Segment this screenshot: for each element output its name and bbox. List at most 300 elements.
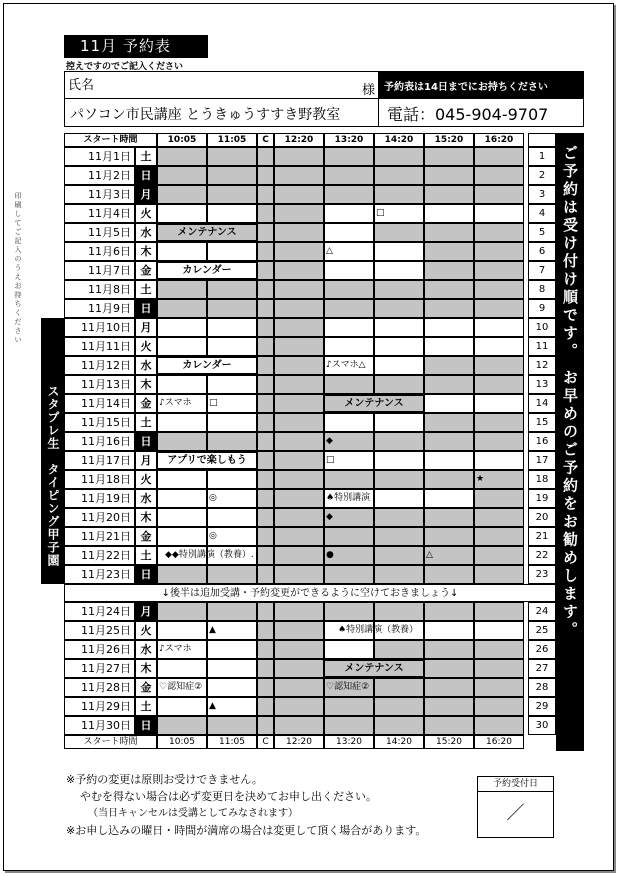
row-number: 2 [528,166,556,185]
weekday-cell: 金 [135,394,157,413]
date-cell: 11月24日 [64,602,135,621]
time-slot-cell[interactable] [474,337,524,356]
date-cell: 11月7日 [64,261,135,280]
time-slot-cell [474,678,524,697]
time-slot-cell [374,527,424,546]
time-slot-cell[interactable] [474,204,524,223]
side-label: スタプレ生 タイピング甲子園 [41,318,65,584]
time-slot-cell[interactable] [474,451,524,470]
event-maintenance[interactable]: メンテナンス [324,395,424,412]
weekday-cell: 日 [135,432,157,451]
time-slot-cell [324,565,374,584]
half-notice-banner: ↓後半は追加受講・予約変更ができるように空けておきましょう↓ [64,584,556,602]
event-dementia-class[interactable]: ♡認知症② [159,682,203,692]
time-slot-header: 15:20 [424,133,474,147]
time-slot-cell [257,223,274,242]
time-slot-cell[interactable] [207,337,257,356]
weekday-cell: 木 [135,242,157,261]
time-slot-cell [257,166,274,185]
row-number: 9 [528,299,556,318]
time-slot-cell [257,147,274,166]
time-slot-cell [257,375,274,394]
time-slot-cell [474,697,524,716]
event-special-lecture[interactable]: ♠特別講演（教養） [338,625,419,635]
row-number: 19 [528,489,556,508]
event-mark[interactable]: □ [209,398,218,408]
time-slot-cell [274,546,324,565]
event-mark[interactable]: ▲ [209,701,216,711]
weekday-cell: 月 [135,451,157,470]
time-slot-cell [324,527,374,546]
weekday-cell: 土 [135,413,157,432]
weekday-cell: 水 [135,640,157,659]
time-slot-cell [274,375,324,394]
time-slot-cell[interactable] [324,337,374,356]
row-number: 30 [528,716,556,735]
event-special-lecture[interactable]: ♠特別講演 [326,493,371,503]
note-line: やむを得ない場合は必ず変更日を決めてお申し出ください。 [80,790,377,803]
time-slot-cell[interactable] [207,242,257,261]
row-number: 20 [528,508,556,527]
time-slot-cell [274,640,324,659]
time-slot-cell [274,147,324,166]
time-slot-cell[interactable] [207,375,257,394]
event-mark[interactable]: ◎ [209,531,217,541]
time-slot-cell [424,299,474,318]
time-slot-cell[interactable] [157,318,207,337]
time-slot-cell[interactable] [424,621,474,640]
time-slot-cell[interactable] [157,337,207,356]
weekday-cell: 火 [135,204,157,223]
page-title: 11月 予約表 [64,35,208,58]
row-number: 8 [528,280,556,299]
row-number: 18 [528,470,556,489]
time-slot-cell [274,659,324,678]
event-maintenance[interactable]: メンテナンス [157,224,257,241]
time-slot-cell [474,166,524,185]
event-special-lecture[interactable]: ◆◆特別講演（教養）. [165,550,254,560]
time-slot-cell[interactable] [157,375,207,394]
time-slot-cell [474,432,524,451]
time-slot-cell [257,546,274,565]
time-slot-cell [474,508,524,527]
time-slot-cell [157,299,207,318]
time-slot-cell [274,716,324,735]
weekday-cell: 木 [135,508,157,527]
time-slot-cell [257,299,274,318]
time-slot-cell[interactable] [374,261,424,280]
deadline-notice: 予約表は14日までにお持ちください [378,71,584,99]
event-app-class[interactable]: アプリで楽しもう [157,452,257,469]
time-slot-cell [274,280,324,299]
time-slot-cell [374,375,424,394]
time-slot-cell [257,659,274,678]
time-slot-cell [424,356,474,375]
time-slot-cell[interactable] [374,337,424,356]
time-slot-cell [207,147,257,166]
time-slot-cell [374,640,424,659]
time-slot-cell [424,602,474,621]
event-mark[interactable]: ◎ [209,493,217,503]
right-message: ご予約は受け付け順です。 お早めのご予約をお勧めします。 [556,133,584,751]
time-slot-cell [257,413,274,432]
time-slot-cell [257,451,274,470]
time-slot-cell[interactable] [374,413,424,432]
row-number: 4 [528,204,556,223]
time-slot-cell [474,147,524,166]
time-slot-cell [324,470,374,489]
time-slot-cell [207,166,257,185]
date-cell: 11月26日 [64,640,135,659]
time-slot-cell [474,602,524,621]
row-number: 24 [528,602,556,621]
time-slot-cell[interactable] [157,470,207,489]
time-slot-header: 13:20 [324,133,374,147]
time-slot-cell [157,602,207,621]
time-slot-cell [424,659,474,678]
row-number: 10 [528,318,556,337]
date-cell: 11月27日 [64,659,135,678]
row-number: 17 [528,451,556,470]
date-cell: 11月21日 [64,527,135,546]
start-time-header: スタート時間 [64,133,157,147]
time-slot-cell [274,204,324,223]
time-slot-cell[interactable] [424,318,474,337]
date-cell: 11月3日 [64,185,135,204]
weekday-cell: 木 [135,375,157,394]
time-slot-cell [157,147,207,166]
time-slot-cell [474,489,524,508]
event-mark[interactable]: △ [326,246,333,256]
time-slot-footer: 16:20 [474,735,524,749]
weekday-cell: 日 [135,299,157,318]
time-slot-cell[interactable] [157,489,207,508]
time-slot-cell[interactable] [207,204,257,223]
time-slot-cell [424,527,474,546]
time-slot-cell [374,565,424,584]
weekday-cell: 金 [135,261,157,280]
time-slot-cell [424,413,474,432]
time-slot-cell[interactable] [207,318,257,337]
row-number: 7 [528,261,556,280]
time-slot-cell[interactable] [474,394,524,413]
time-slot-cell [274,337,324,356]
time-slot-cell [324,280,374,299]
date-cell: 11月5日 [64,223,135,242]
date-cell: 11月13日 [64,375,135,394]
time-slot-cell [424,678,474,697]
time-slot-cell[interactable] [207,413,257,432]
time-slot-cell [257,716,274,735]
row-number: 14 [528,394,556,413]
weekday-cell: 火 [135,621,157,640]
time-slot-cell[interactable] [374,318,424,337]
time-slot-header: 14:20 [374,133,424,147]
event-smartphone[interactable]: ♪スマホ [159,398,192,408]
row-number: 16 [528,432,556,451]
row-number: 13 [528,375,556,394]
date-cell: 11月18日 [64,470,135,489]
time-slot-cell [274,166,324,185]
event-maintenance[interactable]: メンテナンス [324,660,424,677]
row-number: 25 [528,621,556,640]
time-slot-cell [257,508,274,527]
weekday-cell: 土 [135,147,157,166]
date-cell: 11月2日 [64,166,135,185]
time-slot-cell [424,470,474,489]
row-number: 29 [528,697,556,716]
time-slot-cell[interactable] [324,204,374,223]
margin-note: 印刷してご記入のうえお持ちください [14,192,22,344]
time-slot-cell [274,451,324,470]
time-slot-cell [324,602,374,621]
time-slot-cell [474,280,524,299]
weekday-cell: 火 [135,337,157,356]
time-slot-cell [374,716,424,735]
date-cell: 11月28日 [64,678,135,697]
time-slot-cell [374,697,424,716]
time-slot-cell[interactable] [157,527,207,546]
time-slot-cell [274,565,324,584]
time-slot-cell [424,166,474,185]
time-slot-cell[interactable] [157,242,207,261]
note-line: ※お申し込みの曜日・時間が満席の場合は変更して頂く場合があります。 [66,824,427,837]
time-slot-cell [257,185,274,204]
time-slot-cell [324,299,374,318]
time-slot-cell[interactable] [324,640,374,659]
event-mark[interactable]: ▲ [209,625,216,635]
time-slot-cell[interactable] [424,489,474,508]
time-slot-footer: 11:05 [207,735,257,749]
copy-instruction: 控えですのでご記入ください [66,62,184,72]
date-cell: 11月25日 [64,621,135,640]
row-number: 1 [528,147,556,166]
time-slot-cell [474,223,524,242]
time-slot-cell [274,223,324,242]
event-calendar[interactable]: カレンダー [157,262,257,279]
date-cell: 11月20日 [64,508,135,527]
phone-number: 電話：045-904-9707 [378,99,584,127]
row-number: 5 [528,223,556,242]
weekday-cell: 土 [135,697,157,716]
event-smartphone[interactable]: ♪スマホ [159,644,192,654]
row-number: 15 [528,413,556,432]
time-slot-cell [207,716,257,735]
time-slot-cell [257,602,274,621]
time-slot-cell [207,432,257,451]
date-cell: 11月15日 [64,413,135,432]
time-slot-cell[interactable] [157,697,207,716]
date-cell: 11月10日 [64,318,135,337]
date-cell: 11月12日 [64,356,135,375]
weekday-cell: 木 [135,659,157,678]
time-slot-cell [257,432,274,451]
weekday-cell: 月 [135,602,157,621]
time-slot-cell[interactable] [474,621,524,640]
time-slot-header: 11:05 [207,133,257,147]
time-slot-cell[interactable] [157,621,207,640]
time-slot-cell [274,602,324,621]
time-slot-cell [274,299,324,318]
time-slot-cell [257,356,274,375]
row-number: 26 [528,640,556,659]
time-slot-cell [257,280,274,299]
time-slot-cell [274,413,324,432]
weekday-cell: 日 [135,716,157,735]
row-number: 27 [528,659,556,678]
event-mark[interactable]: ◆ [326,436,333,446]
time-slot-cell [474,261,524,280]
time-slot-cell [257,640,274,659]
date-cell: 11月29日 [64,697,135,716]
row-number: 12 [528,356,556,375]
time-slot-footer: 14:20 [374,735,424,749]
time-slot-cell[interactable] [324,261,374,280]
time-slot-cell [374,166,424,185]
row-number: 23 [528,565,556,584]
time-slot-cell [324,147,374,166]
time-slot-cell[interactable] [324,413,374,432]
event-mark[interactable]: ◆ [326,512,333,522]
time-slot-cell[interactable] [424,337,474,356]
time-slot-cell [474,299,524,318]
event-mark[interactable]: ★ [476,474,485,484]
accept-date-label: 予約受付日 [478,777,553,792]
time-slot-cell [274,678,324,697]
event-mark[interactable]: □ [376,208,385,218]
note-line: ※予約の変更は原則お受けできません。 [66,773,263,786]
time-slot-cell[interactable] [157,659,207,678]
weekday-cell: 金 [135,527,157,546]
time-slot-cell [274,432,324,451]
time-slot-cell [207,565,257,584]
time-slot-header: C [257,133,274,147]
weekday-cell: 月 [135,185,157,204]
time-slot-cell[interactable] [157,413,207,432]
time-slot-cell [374,299,424,318]
date-cell: 11月6日 [64,242,135,261]
event-dementia-class[interactable]: ♡認知症② [326,682,370,692]
weekday-cell: 土 [135,546,157,565]
event-mark[interactable]: △ [426,550,433,560]
time-slot-cell [374,280,424,299]
event-smartphone[interactable]: ♪スマホ△ [326,360,366,370]
time-slot-cell[interactable] [207,508,257,527]
accept-date-mark: ／ [506,803,525,824]
time-slot-cell [274,508,324,527]
row-number: 6 [528,242,556,261]
time-slot-cell [257,337,274,356]
weekday-cell: 日 [135,565,157,584]
event-calendar[interactable]: カレンダー [157,357,257,374]
time-slot-cell [424,223,474,242]
weekday-cell: 火 [135,470,157,489]
time-slot-cell[interactable] [157,508,207,527]
time-slot-cell[interactable] [424,451,474,470]
date-cell: 11月8日 [64,280,135,299]
time-slot-cell [424,565,474,584]
time-slot-cell [157,166,207,185]
time-slot-cell[interactable] [324,318,374,337]
time-slot-cell [474,716,524,735]
row-number: 3 [528,185,556,204]
time-slot-cell [474,659,524,678]
time-slot-cell [424,242,474,261]
start-time-footer: スタート時間 [64,735,157,749]
time-slot-cell [474,242,524,261]
time-slot-cell [157,185,207,204]
weekday-cell: 日 [135,166,157,185]
time-slot-footer: 12:20 [274,735,324,749]
venue-name: パソコン市民講座 とうきゅうすすき野教室 [64,99,378,127]
time-slot-cell [207,602,257,621]
time-slot-cell[interactable] [424,394,474,413]
time-slot-cell [157,565,207,584]
time-slot-cell [474,185,524,204]
event-mark[interactable]: □ [326,455,335,465]
time-slot-cell [324,697,374,716]
time-slot-cell[interactable] [207,659,257,678]
time-slot-cell [424,261,474,280]
date-cell: 11月22日 [64,546,135,565]
weekday-cell: 水 [135,356,157,375]
row-number: 11 [528,337,556,356]
time-slot-cell [424,432,474,451]
time-slot-cell [374,185,424,204]
time-slot-footer: 10:05 [157,735,207,749]
time-slot-cell [207,185,257,204]
time-slot-cell[interactable] [207,470,257,489]
name-field[interactable] [64,71,378,99]
time-slot-cell [257,678,274,697]
time-slot-cell [257,318,274,337]
time-slot-cell [474,356,524,375]
time-slot-cell[interactable] [474,318,524,337]
time-slot-cell [157,280,207,299]
note-line: （当日キャンセルは受講としてみなされます） [88,808,298,819]
time-slot-cell [274,318,324,337]
time-slot-cell [257,242,274,261]
time-slot-cell[interactable] [324,223,374,242]
time-slot-cell [424,508,474,527]
time-slot-cell [207,280,257,299]
date-cell: 11月19日 [64,489,135,508]
date-cell: 11月9日 [64,299,135,318]
date-cell: 11月4日 [64,204,135,223]
time-slot-cell [157,716,207,735]
time-slot-cell [324,166,374,185]
date-cell: 11月1日 [64,147,135,166]
time-slot-footer: 15:20 [424,735,474,749]
honorific-label: 様 [361,83,375,98]
time-slot-cell [274,261,324,280]
time-slot-cell [424,697,474,716]
date-cell: 11月30日 [64,716,135,735]
time-slot-cell [424,147,474,166]
date-cell: 11月23日 [64,565,135,584]
row-number: 28 [528,678,556,697]
time-slot-cell [257,565,274,584]
time-slot-cell [374,147,424,166]
event-mark[interactable]: ● [326,550,334,560]
date-cell: 11月16日 [64,432,135,451]
time-slot-cell [424,280,474,299]
time-slot-cell [324,716,374,735]
weekday-cell: 土 [135,280,157,299]
weekday-cell: 水 [135,489,157,508]
accept-date-box[interactable] [477,776,554,838]
time-slot-cell[interactable] [157,204,207,223]
